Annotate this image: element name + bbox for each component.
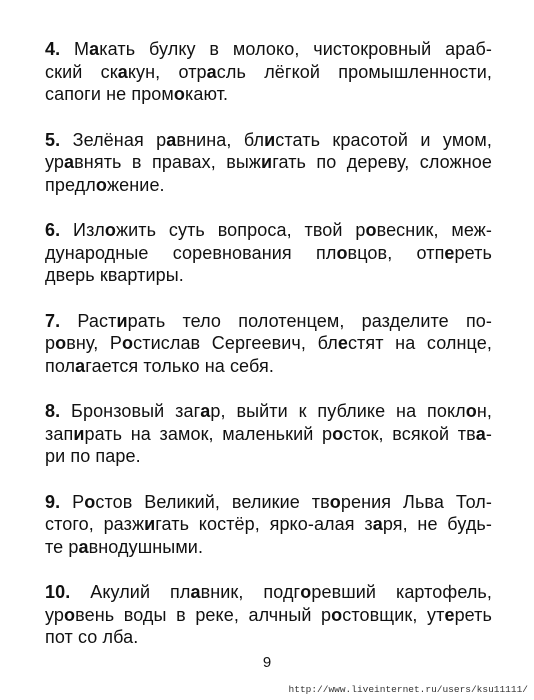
stressed-vowel: а <box>64 152 75 172</box>
text-fragment: зап <box>45 423 74 444</box>
stressed-vowel: и <box>73 423 85 444</box>
exercise-line <box>45 626 492 649</box>
exercise-item <box>45 581 492 649</box>
text-fragment: пот со лба. <box>45 627 139 647</box>
exercise-line <box>45 264 492 287</box>
stressed-vowel: о <box>122 333 134 353</box>
stressed-vowel: о <box>465 401 477 421</box>
text-fragment: вень воды в реке, алчный р <box>75 604 332 625</box>
text-fragment: Акулий пл <box>90 582 191 602</box>
exercise-line <box>45 445 492 468</box>
text-fragment: р <box>45 333 56 353</box>
text-fragment: гается только на себя. <box>85 355 274 376</box>
stressed-vowel: о <box>95 174 107 195</box>
exercise-number: 4. <box>45 39 61 59</box>
exercise-line <box>45 174 492 197</box>
stressed-vowel: и <box>261 152 273 172</box>
text-fragment: кать булку в молоко, чистокровный араб- <box>99 39 492 59</box>
text-fragment: внять в правах, выж <box>74 152 262 172</box>
text-fragment: рения Льва Тол- <box>340 491 493 512</box>
exercise-item <box>45 310 492 378</box>
text-fragment: р, выйти к публике на покл <box>210 401 466 421</box>
exercise-line <box>45 219 492 242</box>
text-fragment: весник, меж- <box>376 220 492 240</box>
text-fragment: М <box>74 39 90 59</box>
exercise-number: 7. <box>45 310 61 331</box>
text-fragment: кают. <box>185 84 229 104</box>
exercise-line <box>45 310 492 333</box>
exercise-item <box>45 400 492 468</box>
stressed-vowel: а <box>190 582 201 602</box>
text-fragment: сль лёгкой промышленности, <box>216 61 492 82</box>
stressed-vowel: и <box>264 129 276 150</box>
text-fragment: внина, бл <box>176 129 265 150</box>
text-fragment: пол <box>45 355 76 376</box>
stressed-vowel: а <box>206 61 217 82</box>
exercise-line <box>45 242 492 265</box>
exercise-line <box>45 83 492 106</box>
text-fragment: реть <box>454 604 493 625</box>
text-fragment: реть <box>454 242 492 263</box>
text-fragment: Изл <box>73 220 105 240</box>
exercise-line <box>45 332 492 355</box>
exercise-line <box>45 400 492 423</box>
exercise-line <box>45 581 492 604</box>
stressed-vowel: о <box>55 333 67 353</box>
text-fragment: ри по паре. <box>45 446 141 466</box>
text-fragment: - <box>485 423 492 444</box>
stressed-vowel: о <box>84 491 96 512</box>
text-fragment: Р <box>72 491 85 512</box>
exercise-line <box>45 536 492 559</box>
text-fragment: вцов, отп <box>347 242 445 263</box>
text-fragment: Зелёная р <box>72 129 167 150</box>
stressed-vowel: о <box>329 491 341 512</box>
text-fragment: стого, разж <box>45 514 145 534</box>
exercise-line <box>45 355 492 378</box>
exercise-item <box>45 129 492 197</box>
text-fragment: ский ск <box>45 61 118 82</box>
stressed-vowel: и <box>116 310 128 331</box>
text-fragment: дверь квартиры. <box>45 265 184 285</box>
exercise-line <box>45 423 492 446</box>
stressed-vowel: а <box>89 39 100 59</box>
stressed-vowel: о <box>104 220 116 240</box>
exercise-line <box>45 38 492 61</box>
stressed-vowel: и <box>144 514 156 534</box>
text-fragment: жить суть вопроса, твой р <box>115 220 366 240</box>
exercise-number: 6. <box>45 220 61 240</box>
exercise-number: 10. <box>45 582 71 602</box>
text-fragment: стят на солнце, <box>347 333 492 353</box>
stressed-vowel: о <box>365 220 377 240</box>
text-fragment: стов Великий, великие тв <box>95 491 330 512</box>
text-fragment: стовщик, ут <box>342 604 445 625</box>
stressed-vowel: е <box>337 333 348 353</box>
exercise-number: 5. <box>45 129 61 150</box>
stressed-vowel: е <box>444 242 455 263</box>
exercise-list <box>45 38 492 649</box>
stressed-vowel: е <box>444 604 455 625</box>
text-fragment: те р <box>45 536 79 557</box>
text-fragment: н, <box>476 401 492 421</box>
exercise-item <box>45 219 492 287</box>
text-fragment: ур <box>45 604 65 625</box>
text-fragment: ур <box>45 152 65 172</box>
text-fragment: дународные соревнования пл <box>45 242 337 263</box>
text-fragment: рать тело полотенцем, разделите по- <box>127 310 492 331</box>
exercise-line <box>45 151 492 174</box>
text-fragment: сапоги не пром <box>45 84 174 104</box>
text-fragment: Раст <box>77 310 117 331</box>
exercise-number: 9. <box>45 491 61 512</box>
stressed-vowel: а <box>75 355 86 376</box>
text-fragment: внодушными. <box>88 536 204 557</box>
stressed-vowel: о <box>64 604 76 625</box>
stressed-vowel: о <box>173 84 185 104</box>
text-fragment: вник, подг <box>200 582 301 602</box>
stressed-vowel: а <box>200 401 211 421</box>
exercise-line <box>45 129 492 152</box>
exercise-line <box>45 491 492 514</box>
stressed-vowel: о <box>336 242 348 263</box>
stressed-vowel: о <box>331 604 343 625</box>
stressed-vowel: а <box>117 61 128 82</box>
text-fragment: Бронзовый заг <box>71 401 201 421</box>
text-fragment: стислав Сергеевич, бл <box>133 333 338 353</box>
exercise-line <box>45 61 492 84</box>
stressed-vowel: а <box>78 536 89 557</box>
exercise-line <box>45 604 492 627</box>
text-fragment: сток, всякой тв <box>343 423 476 444</box>
text-fragment: ря, не будь- <box>382 514 493 534</box>
stressed-vowel: а <box>372 514 383 534</box>
text-fragment: гать по дереву, сложное <box>272 152 492 172</box>
text-fragment: жение. <box>107 174 165 195</box>
watermark-url: http://www.liveinternet.ru/users/ksu11111/ <box>288 684 528 695</box>
text-fragment: рать на замок, маленький р <box>84 423 333 444</box>
text-fragment: вну, Р <box>66 333 123 353</box>
stressed-vowel: о <box>332 423 344 444</box>
exercise-item <box>45 38 492 106</box>
text-fragment: гать костёр, ярко-алая з <box>155 514 373 534</box>
stressed-vowel: а <box>166 129 177 150</box>
exercise-item <box>45 491 492 559</box>
exercise-number: 8. <box>45 401 61 421</box>
stressed-vowel: о <box>300 582 312 602</box>
text-fragment: кун, отр <box>127 61 207 82</box>
stressed-vowel: а <box>475 423 486 444</box>
exercise-line <box>45 513 492 536</box>
page-number: 9 <box>262 654 272 671</box>
text-fragment: ревший картофель, <box>311 582 493 602</box>
text-fragment: предл <box>45 174 96 195</box>
text-fragment: стать красотой и умом, <box>275 129 492 150</box>
